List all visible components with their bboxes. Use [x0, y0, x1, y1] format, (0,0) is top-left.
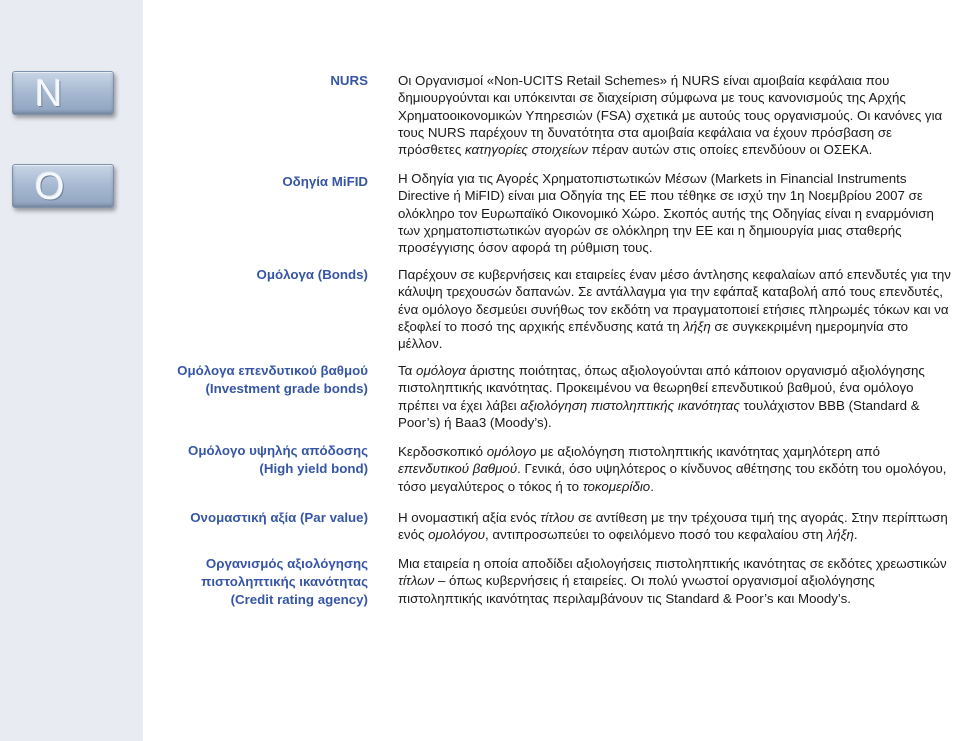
definition-bonds: Παρέχουν σε κυβερνήσεις και εταιρείες έναν μέσο άντλησης κεφαλαίων από επενδυτές για την κάλυψη τρεχουσών δαπανών. Σε αντάλλαγμα για την εφάπαξ καταβολή από τους επενδυτές, ένα ομόλογο δεσμεύει συνήθως τον εκδότη να πραγματοποιεί ετήσιες πληρωμές τόκων και να εξοφλεί το ποσό της αρχικής επένδυσης κατά τη λήξη σε συγκεκριμένη ημερομηνία στο μέλλον.	[398, 267, 951, 352]
tile-letter: N	[35, 73, 63, 115]
term-bonds: Ομόλογα (Bonds)	[256, 267, 368, 282]
term-mifid: Οδηγία MiFID	[282, 174, 368, 189]
term-par-value: Ονομαστική αξία (Par value)	[190, 510, 368, 525]
definition-credit-agency: Μια εταιρεία η οποία αποδίδει αξιολογήσεις πιστοληπτικής ικανότητας σε εκδότες χρεωστικών τίτλων – όπως κυβερνήσεις ή εταιρείες. Οι πολύ γνωστοί οργανισμοί αξιολόγησης πιστοληπτικής ικανότητας περιλαμβάνουν τις Standard & Poor’s και Moody’s.	[398, 556, 947, 606]
term-high-yield: Ομόλογο υψηλής απόδοσης (High yield bond)	[188, 443, 368, 476]
term-nurs: NURS	[330, 73, 368, 88]
definition-investment-grade: Τα ομόλογα άριστης ποιότητας, όπως αξιολογούνται από κάποιον οργανισμό αξιολόγησης πιστοληπτικής ικανότητας. Προκειμένου να θεωρηθεί επενδυτικού βαθμού, ένα ομόλογο πρέπει να έχει λάβει αξιολόγηση πιστοληπτικής ικανότητας τουλάχιστον BBB (Standard & Poor’s) ή Baa3 (Moody’s).	[398, 363, 925, 430]
term-credit-agency: Οργανισμός αξιολόγησης πιστοληπτικής ικανότητας (Credit rating agency)	[201, 556, 368, 607]
definition-mifid: Η Οδηγία για τις Αγορές Χρηματοπιστωτικών Μέσων (Markets in Financial Instruments Directive ή MiFID) είναι μια Οδηγία της ΕΕ που τέθηκε σε ισχύ την 1η Νοεμβρίου 2007 σε ολόκληρο τον Ευρωπαϊκό Οικονομικό Χώρο. Σκοπός αυτής της Οδηγίας είναι η εναρμόνιση των χρηματοπιστωτικών αγορών σε ολόκληρη την ΕΕ και η δημιουργία μιας σταθερής προσέγγισης όσον αφορά τη ρύθμιση τους.	[398, 171, 934, 256]
term-investment-grade: Ομόλογα επενδυτικού βαθμού (Investment grade bonds)	[177, 363, 368, 396]
letter-n-tile-icon	[12, 71, 114, 115]
tile-letter: O	[35, 166, 65, 208]
definition-high-yield: Κερδοσκοπικό ομόλογο με αξιολόγηση πιστοληπτικής ικανότητας χαμηλότερη από επενδυτικού βαθμού. Γενικά, όσο υψηλότερος ο κίνδυνος αθέτησης του εκδότη του ομολόγου, τόσο μεγαλύτερος ο τόκος ή το τοκομερίδιο.	[398, 444, 947, 494]
definition-par-value: Η ονομαστική αξία ενός τίτλου σε αντίθεση με την τρέχουσα τιμή της αγοράς. Στην περίπτωση ενός ομολόγου, αντιπροσωπεύει το οφειλόμενο ποσό του κεφαλαίου στη λήξη.	[398, 510, 948, 543]
definition-nurs: Οι Οργανισμοί «Non-UCITS Retail Schemes» ή NURS είναι αμοιβαία κεφάλαια που δημιουργούνται και υπόκεινται σε διαχείριση σύμφωνα με τους κανονισμούς της Αρχής Χρηματοοικονομικών Υπηρεσιών (FSA) σχετικά με αυτούς τους οργανισμούς. Οι κανόνες για τους NURS παρέχουν τη δυνατότητα στα αμοιβαία κεφάλαια να έχουν πρόσβαση σε πρόσθετες κατηγορίες στοιχείων πέραν αυτών στις οποίες επενδύουν οι ΟΣΕΚΑ.	[398, 73, 943, 158]
letter-o-tile-icon	[12, 164, 114, 208]
